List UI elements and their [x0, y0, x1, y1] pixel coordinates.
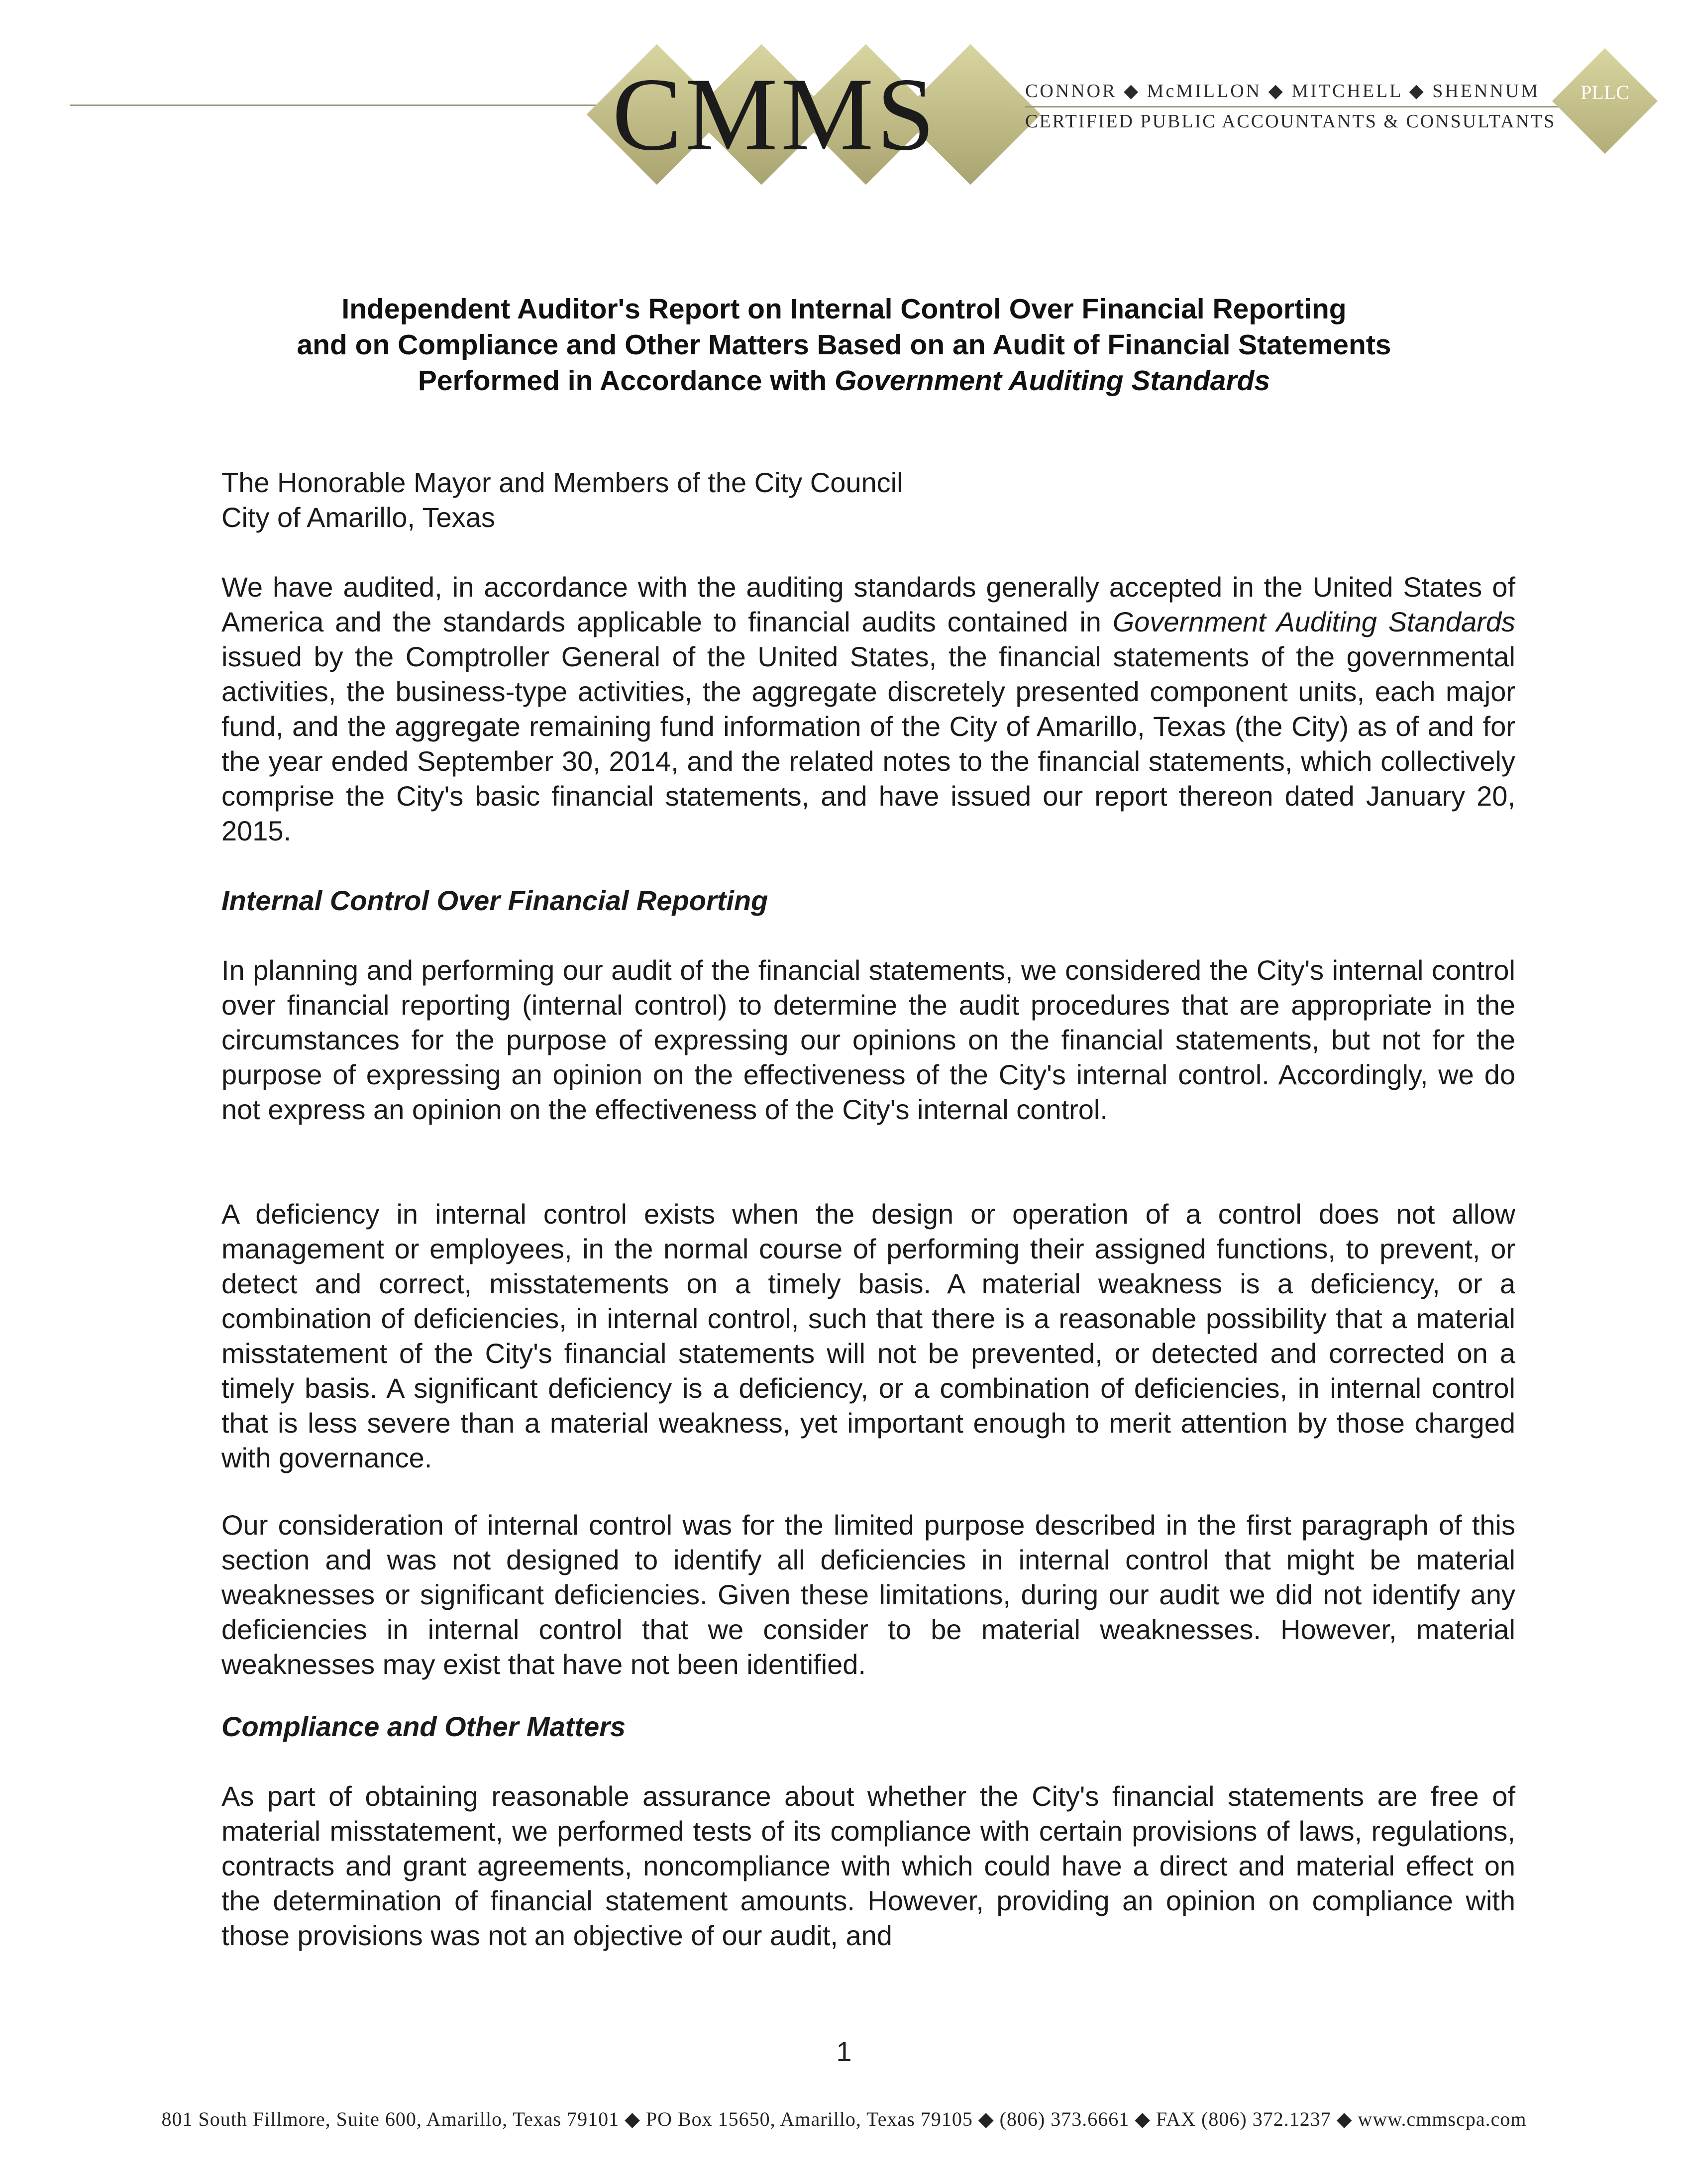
intro-paragraph	[221, 570, 1515, 848]
section2-paragraph-1	[221, 1779, 1515, 1953]
section1-paragraph-3	[221, 1508, 1515, 1682]
addressee-line-1: The Honorable Mayor and Members of the City Council	[221, 467, 903, 498]
title-line-2: and on Compliance and Other Matters Based on an Audit of Financial Statements	[297, 329, 1391, 361]
section1-p3-text: Our consideration of internal control was for the limited purpose described in the first paragraph of this section and was not designed to identify all deficiencies in internal control that might be material weaknesses or significant deficiencies. Given these limitations, during our audit we did not identify any deficiencies in internal control that we consider to be material weaknesses. However, material weaknesses may exist that have not been identified.	[221, 1509, 1515, 1680]
firm-subtitle: CERTIFIED PUBLIC ACCOUNTANTS & CONSULTANTS	[1025, 111, 1556, 132]
firm-names: CONNOR ◆ McMILLON ◆ MITCHELL ◆ SHENNUM	[1025, 81, 1540, 102]
firm-rule	[1025, 106, 1573, 107]
intro-text	[221, 570, 1515, 848]
cmms-logo	[577, 35, 1075, 194]
section1-paragraph-2	[221, 1197, 1515, 1475]
section-heading-internal-control: Internal Control Over Financial Reporting	[221, 885, 768, 916]
section1-p2-text: A deficiency in internal control exists when the design or operation of a control does not allow management or employees, in the normal course of performing their assigned functions, to prevent, or detect and correct, misstatements on a timely basis. A material weakness is a deficiency, or a combination of deficiencies, in internal control, such that there is a reasonable possibility that a material misstatement of the City's financial statements will not be prevented, or detected and corrected on a timely basis. A significant deficiency is a deficiency, or a combination of deficiencies, in internal control that is less severe than a material weakness, yet important enough to merit attention by those charged with governance.	[221, 1198, 1515, 1473]
section-internal-control-heading-wrap	[221, 883, 1515, 918]
intro-italic: Government Auditing Standards	[1112, 606, 1516, 637]
addressee	[221, 465, 1515, 535]
addressee-line-2: City of Amarillo, Texas	[221, 502, 495, 533]
pllc-label: PLLC	[1581, 81, 1629, 104]
title-line-3	[0, 363, 1688, 399]
intro-part-1: We have audited, in accordance with the auditing standards generally accepted in the United States of America and the standards applicable to financial audits contained in	[221, 571, 1515, 637]
intro-part-2: issued by the Comptroller General of the United States, the financial statements of the governmental activities, the business-type activities, the aggregate discretely presented component units, each major fund, and the aggregate remaining fund information of the City of Amarillo, Texas (the City) as of and for the year ended September 30, 2014, and the related notes to the financial statements, which collectively comprise the City's basic financial statements, and have issued our report thereon dated January 20, 2015.	[221, 641, 1515, 846]
title-line-1: Independent Auditor's Report on Internal Control Over Financial Reporting	[341, 293, 1347, 325]
letterhead-rule-left	[70, 104, 632, 106]
report-title	[0, 291, 1688, 399]
title-line-3-prefix: Performed in Accordance with	[418, 365, 835, 397]
title-line-3-italic: Government Auditing Standards	[835, 365, 1270, 397]
page-number: 1	[836, 2036, 852, 2067]
section2-p1-text: As part of obtaining reasonable assurance about whether the City's financial statements are free of material misstatement, we performed tests of its compliance with certain provisions of laws, regulations, contracts and grant agreements, noncompliance with which could have a direct and material effect on the determination of financial statement amounts. However, providing an opinion on compliance with those provisions was not an objective of our audit, and	[221, 1780, 1515, 1951]
section-compliance-heading-wrap	[221, 1709, 1515, 1744]
section-heading-compliance: Compliance and Other Matters	[221, 1711, 626, 1742]
logo-letters: CMMS	[612, 57, 938, 172]
footer-address: 801 South Fillmore, Suite 600, Amarillo, Texas 79101 ◆ PO Box 15650, Amarillo, Texas 79105 ◆ (806) 373.6661 ◆ FAX (806) 372.1237 ◆ www.cmmscpa.com	[161, 2108, 1527, 2130]
section1-paragraph-1	[221, 953, 1515, 1127]
section1-p1-text: In planning and performing our audit of the financial statements, we considered the City's internal control over financial reporting (internal control) to determine the audit procedures that are appropriate in the circumstances for the purpose of expressing our opinions on the financial statements, but not for the purpose of expressing an opinion on the effectiveness of the City's internal control. Accordingly, we do not express an opinion on the effectiveness of the City's internal control.	[221, 954, 1515, 1125]
